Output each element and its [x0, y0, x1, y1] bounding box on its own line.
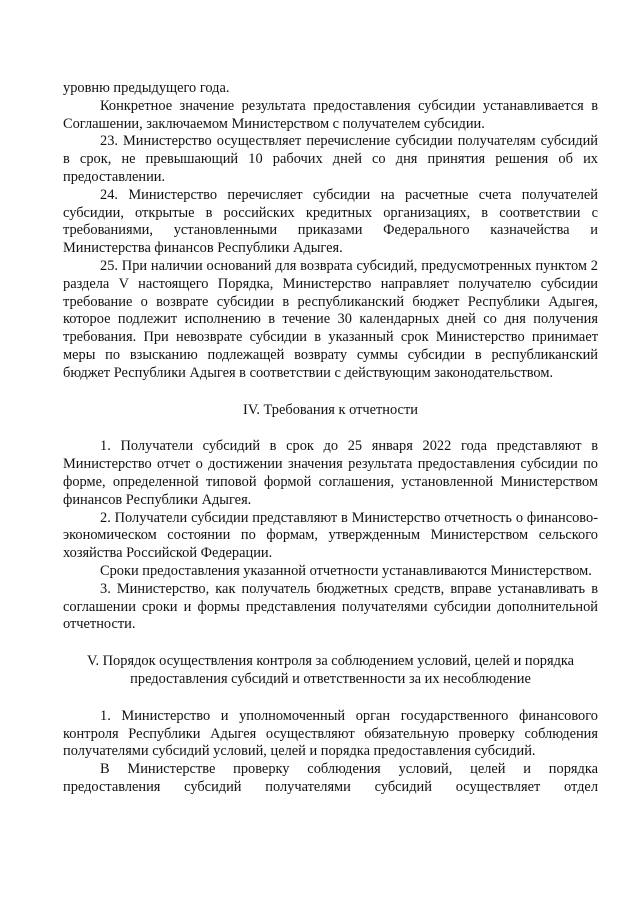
section-iv-paragraph-3: 3. Министерство, как получатель бюджетных средств, вправе устанавливать в соглашении сроки и формы представления получателями субсидии дополнительной отчетности.: [63, 580, 598, 633]
paragraph-23: 23. Министерство осуществляет перечисление субсидии получателям субсидий в срок, не превышающий 10 рабочих дней со дня принятия решения об их предоставлении.: [63, 133, 598, 185]
section-iv-paragraph-terms: Сроки предоставления указанной отчетности устанавливаются Министерством.: [100, 562, 592, 579]
section-v-heading: V. Порядок осуществления контроля за соблюдением условий, целей и порядка предоставления субсидий и ответственности за их несоблюдение: [86, 653, 575, 687]
section-iv-paragraph-2: 2. Получатели субсидии представляют в Министерство отчетность о финансово-экономическом состоянии по формам, утвержденным Министерством сельского хозяйства Российской Федерации.: [63, 509, 598, 562]
section-iv-paragraph-1: 1. Получатели субсидий в срок до 25 января 2022 года представляют в Министерство отчет о достижении значения результата предоставления субсидии по форме, определенной типовой формой соглашения, установленной Министерством финансов Республики Адыгея.: [63, 438, 598, 508]
paragraph-25: 25. При наличии оснований для возврата субсидий, предусмотренных пунктом 2 раздела V настоящего Порядка, Министерство направляет получателю субсидии требование о возврате субсидии в республиканский бюджет Республики Адыгея, которое подлежит исполнению в течение 30 календарных дней со дня получения требования. При невозврате субсидии в указанный срок Министерство принимает меры по взысканию подлежащей возврату суммы субсидии в республиканский бюджет Республики Адыгея в соответствии с действующим законодательством.: [63, 257, 598, 381]
section-v-paragraph-check: В Министерстве проверку соблюдения условий, целей и порядка предоставления субсидий получателями субсидий осуществляет отдел: [63, 761, 598, 795]
section-v-paragraph-1: 1. Министерство и уполномоченный орган государственного финансового контроля Республики Адыгея осуществляют обязательную проверку соблюдения получателями субсидий условий, целей и порядка предоставления субсидий.: [63, 707, 598, 760]
section-iv-heading: IV. Требования к отчетности: [243, 401, 418, 418]
paragraph-24: 24. Министерство перечисляет субсидии на расчетные счета получателей субсидии, открытые в российских кредитных организациях, в соответствии с требованиями, установленными приказами Федерального казначейства и Министерства финансов Республики Адыгея.: [63, 186, 598, 257]
paragraph-continuation: уровню предыдущего года.: [63, 80, 230, 96]
paragraph-result-value: Конкретное значение результата предоставления субсидии устанавливается в Соглашении, заключаемом Министерством с получателем субсидии.: [63, 97, 598, 132]
